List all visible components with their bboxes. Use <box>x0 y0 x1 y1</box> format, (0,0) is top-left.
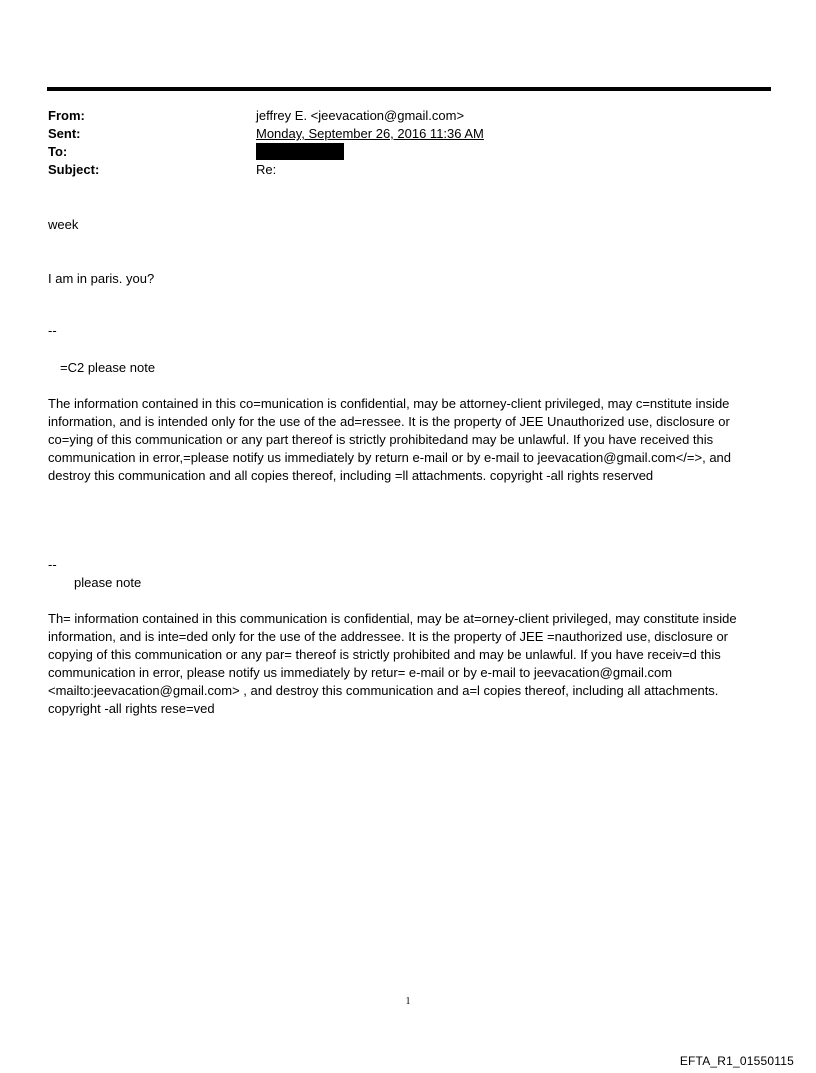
disclaimer-paragraph: The information contained in this co=munication is confidential, may be attorney-client privileged, may c=nstitute inside information, and is intended only for the use of the ad=ressee. It is the property of JEE Unauthorized use, disclosure or co=ying of this communication or any part thereof is strictly prohibitedand may be unlawful. If you have received this communication in error,=please notify us immediately by return e-mail or by e-mail to jeevacation@gmail.com</=>, and destroy this communication and all copies thereof, including =ll attachments. copyright -all rights reserved <box>48 396 732 483</box>
body-line-week: week <box>48 217 79 232</box>
from-label: From: <box>48 108 85 123</box>
sent-row <box>48 125 768 143</box>
from-row <box>48 107 768 125</box>
to-value <box>256 143 768 161</box>
document-id: EFTA_R1_01550115 <box>679 1054 794 1068</box>
subject-label: Subject: <box>48 162 100 177</box>
to-label: To: <box>48 144 68 159</box>
to-row <box>48 143 768 161</box>
note-heading: please note <box>74 575 142 590</box>
page-number: 1 <box>405 996 411 1007</box>
sent-label: Sent: <box>48 126 81 141</box>
body-line-paris: I am in paris. you? <box>48 271 155 286</box>
redaction-box <box>256 143 344 160</box>
sent-value: Monday, September 26, 2016 11:36 AM <box>256 126 484 141</box>
subject-row <box>48 161 768 179</box>
note-heading: =C2 please note <box>60 360 156 375</box>
separator: -- <box>48 557 57 572</box>
subject-value: Re: <box>256 162 277 177</box>
disclaimer-paragraph: Th= information contained in this communication is confidential, may be at=orney-client privileged, may constitute inside information, and is inte=ded only for the use of the addressee. It is the property of JEE =nauthorized use, disclosure or copying of this communication or any par= thereof is strictly prohibited and may be unlawful. If you have receiv=d this communication in error, please notify us immediately by retur= e-mail or by e-mail to jeevacation@gmail.com <mailto:jeevacation@gmail.com> , and destroy this communication and a=l copies thereof, including all attachments. copyright -all rights rese=ved <box>48 611 737 716</box>
from-value: jeffrey E. <jeevacation@gmail.com> <box>256 108 465 123</box>
separator: -- <box>48 323 57 338</box>
header-rule <box>47 87 771 91</box>
email-header <box>48 107 768 179</box>
